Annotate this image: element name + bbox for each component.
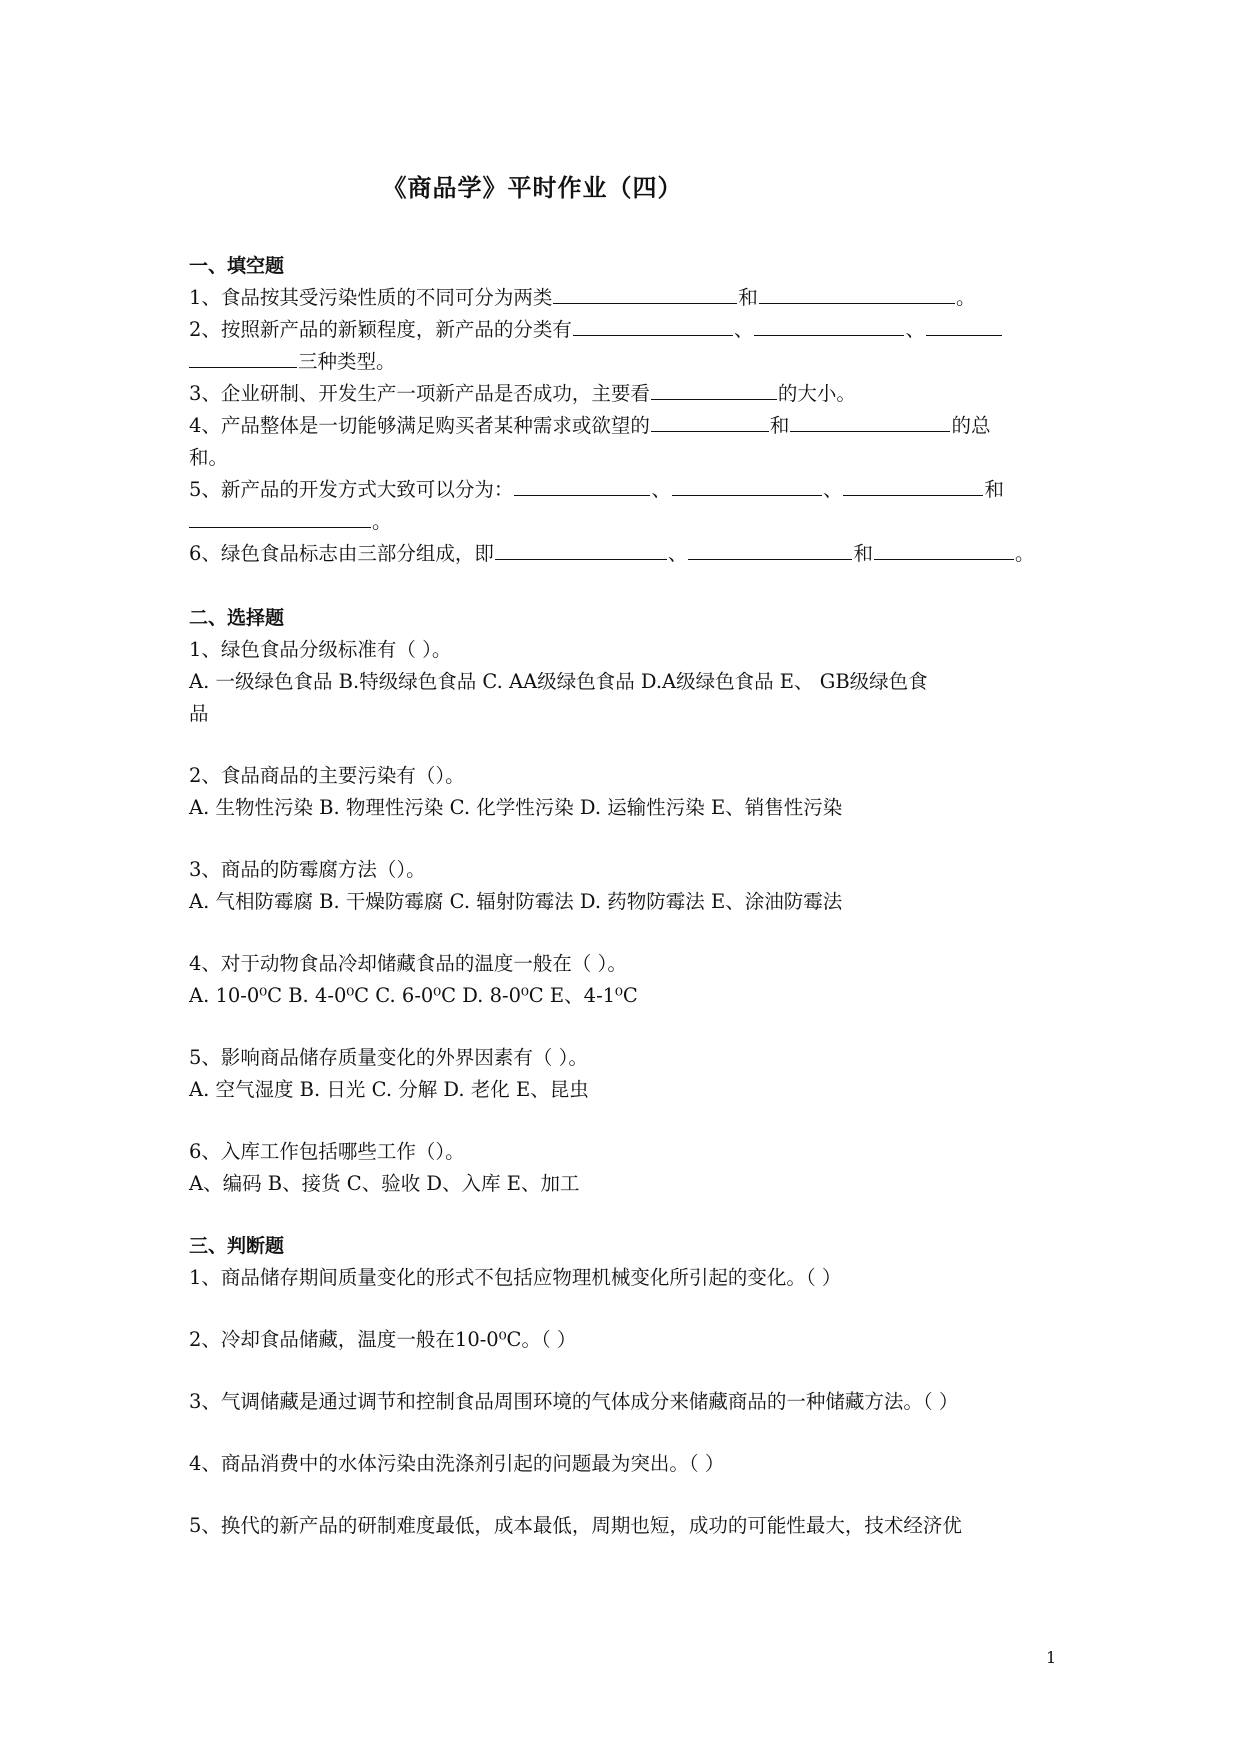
fill-question-2-cont — [189, 346, 1065, 378]
answer-blank[interactable] — [189, 347, 297, 368]
page-number: 1 — [1046, 1648, 1057, 1667]
fill-question-5 — [189, 474, 1065, 506]
answer-blank[interactable] — [495, 539, 667, 560]
choice-options[interactable]: A、编码 B、接货 C、验收 D、入库 E、加工 — [189, 1172, 580, 1195]
section-heading-multiple-choice: 二、选择题 — [189, 607, 285, 629]
question-text: 。 — [1014, 542, 1035, 565]
answer-blank[interactable] — [553, 283, 737, 304]
fill-question-2 — [189, 314, 1065, 346]
answer-blank[interactable] — [514, 475, 650, 496]
answer-blank[interactable] — [651, 411, 769, 432]
fill-question-1 — [189, 282, 1065, 314]
question-text: 三种类型。 — [298, 350, 396, 373]
question-text: 4、产品整体是一切能够满足购买者某种需求或欲望的 — [189, 414, 650, 437]
answer-blank[interactable] — [672, 475, 822, 496]
fill-question-6 — [189, 538, 1065, 570]
choice-question: 2、食品商品的主要污染有（）。 — [189, 764, 465, 787]
question-text: 、 — [905, 318, 925, 341]
judgment-item[interactable]: 5、换代的新产品的研制难度最低，成本最低，周期也短，成功的可能性最大，技术经济优 — [189, 1514, 962, 1537]
question-text: 和 — [769, 414, 790, 437]
answer-blank[interactable] — [926, 315, 1002, 336]
spacer — [189, 1418, 1065, 1448]
spacer — [189, 1356, 1065, 1386]
question-text: 和 — [984, 478, 1004, 501]
spacer — [189, 1480, 1065, 1510]
spacer — [189, 1106, 1065, 1136]
choice-question: 4、对于动物食品冷却储藏食品的温度一般在（ ）。 — [189, 952, 627, 975]
question-text: 。 — [955, 286, 976, 309]
document-title-text: 《商品学》平时作业（四） — [382, 174, 683, 202]
choice-options[interactable]: A. 一级绿色食品 B.特级绿色食品 C. AA级绿色食品 D.A级绿色食品 E、 GB级绿色食 — [189, 670, 928, 693]
question-text: 5、新产品的开发方式大致可以分为： — [189, 478, 514, 501]
answer-blank[interactable] — [651, 379, 777, 400]
spacer — [189, 730, 1065, 760]
question-text: 、 — [733, 318, 754, 341]
question-text: 、 — [651, 478, 671, 501]
spacer — [189, 1200, 1065, 1230]
document-title — [0, 168, 1241, 203]
judgment-item[interactable]: 3、气调储藏是通过调节和控制食品周围环境的气体成分来储藏商品的一种储藏方法。（ ） — [189, 1390, 959, 1413]
fill-question-3 — [189, 378, 1065, 410]
choice-options[interactable]: A. 生物性污染 B. 物理性污染 C. 化学性污染 D. 运输性污染 E、销售性污染 — [189, 796, 843, 819]
answer-blank[interactable] — [754, 315, 904, 336]
question-text: 、 — [822, 478, 843, 501]
spacer — [189, 918, 1065, 948]
fill-question-5-cont — [189, 506, 1065, 538]
question-text: 。 — [372, 510, 392, 533]
spacer — [189, 824, 1065, 854]
judgment-item[interactable]: 1、商品储存期间质量变化的形式不包括应物理机械变化所引起的变化。（ ） — [189, 1266, 842, 1289]
choice-options[interactable]: A. 气相防霉腐 B. 干燥防霉腐 C. 辐射防霉法 D. 药物防霉法 E、涂油防霉法 — [189, 890, 843, 913]
answer-blank[interactable] — [874, 539, 1014, 560]
judgment-item[interactable]: 2、冷却食品储藏，温度一般在10-0⁰C。（ ） — [189, 1328, 577, 1351]
question-text: 和 — [853, 542, 873, 565]
spacer — [189, 570, 1065, 602]
spacer — [189, 1012, 1065, 1042]
question-text: 、 — [667, 542, 688, 565]
choice-options[interactable]: A. 10-0⁰C B. 4-0⁰C C. 6-0⁰C D. 8-0⁰C E、4-1⁰C — [189, 984, 638, 1007]
choice-question: 3、商品的防霉腐方法（）。 — [189, 858, 426, 881]
choice-question: 5、影响商品储存质量变化的外界因素有（ ）。 — [189, 1046, 588, 1069]
question-text: 和。 — [189, 446, 229, 469]
fill-question-4-cont — [189, 442, 1065, 474]
answer-blank[interactable] — [573, 315, 733, 336]
answer-blank[interactable] — [189, 507, 371, 528]
choice-options-cont: 品 — [189, 702, 209, 725]
spacer — [189, 1294, 1065, 1324]
answer-blank[interactable] — [790, 411, 950, 432]
question-text: 6、绿色食品标志由三部分组成，即 — [189, 542, 494, 565]
choice-question: 1、绿色食品分级标准有（ ）。 — [189, 638, 452, 661]
question-text: 1、食品按其受污染性质的不同可分为两类 — [189, 286, 553, 309]
judgment-item[interactable]: 4、商品消费中的水体污染由洗涤剂引起的问题最为突出。（ ） — [189, 1452, 725, 1475]
section-heading-fill-blank: 一、填空题 — [189, 255, 285, 277]
choice-options[interactable]: A. 空气湿度 B. 日光 C. 分解 D. 老化 E、昆虫 — [189, 1078, 589, 1101]
answer-blank[interactable] — [759, 283, 955, 304]
question-text: 的总 — [951, 414, 991, 437]
choice-question: 6、入库工作包括哪些工作（）。 — [189, 1140, 465, 1163]
document-body — [189, 250, 1065, 1542]
question-text: 的大小。 — [777, 382, 856, 405]
section-heading-true-false: 三、判断题 — [189, 1235, 285, 1257]
answer-blank[interactable] — [688, 539, 852, 560]
fill-question-4 — [189, 410, 1065, 442]
question-text: 和 — [738, 286, 758, 309]
answer-blank[interactable] — [843, 475, 983, 496]
question-text: 3、企业研制、开发生产一项新产品是否成功，主要看 — [189, 382, 650, 405]
question-text: 2、按照新产品的新颖程度，新产品的分类有 — [189, 318, 572, 341]
